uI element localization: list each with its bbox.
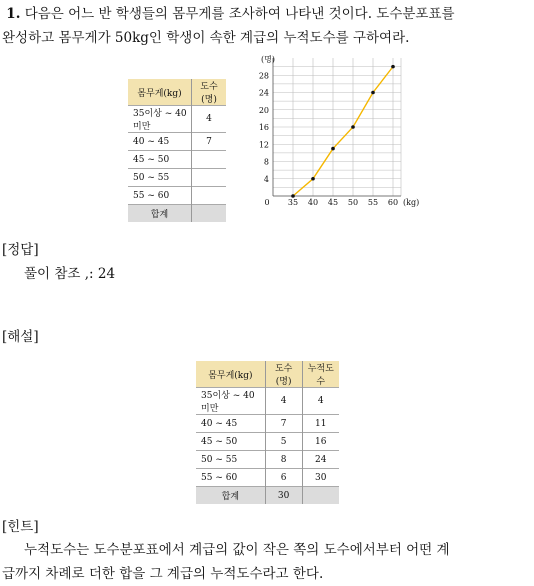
hint-heading: [힌트] bbox=[2, 519, 39, 535]
cumulative-cell: 16 bbox=[302, 433, 339, 451]
x-tick-label: 55 bbox=[367, 198, 379, 207]
x-tick-label: 40 bbox=[307, 198, 319, 207]
frequency-cell: 6 bbox=[265, 469, 302, 487]
cumulative-cell: 11 bbox=[302, 415, 339, 433]
class-cell: 35이상 ~ 40미만 bbox=[128, 106, 191, 133]
table-row bbox=[128, 169, 226, 187]
column-header: 누적도수 bbox=[302, 361, 339, 388]
y-tick-label: 20 bbox=[258, 105, 269, 115]
frequency-cell bbox=[191, 169, 226, 187]
problem-line-1: 다음은 어느 반 학생들의 몸무게를 조사하여 나타낸 것이다. 도수분포표를 bbox=[24, 6, 455, 22]
frequency-cell bbox=[191, 187, 226, 205]
frequency-table bbox=[128, 79, 226, 222]
data-point bbox=[351, 125, 355, 129]
data-point bbox=[291, 194, 295, 198]
data-point bbox=[371, 91, 375, 95]
frequency-cell: 4 bbox=[265, 388, 302, 415]
answer-text: 풀이 참조 ,: 24 bbox=[24, 266, 116, 282]
cumulative-frequency-graph bbox=[255, 52, 420, 212]
cumulative-cell: 4 bbox=[302, 388, 339, 415]
frequency-cell: 5 bbox=[265, 433, 302, 451]
y-tick-label: 4 bbox=[263, 174, 269, 184]
class-cell: 40 ~ 45 bbox=[196, 415, 265, 433]
x-tick-label: 45 bbox=[327, 198, 339, 207]
y-tick-label: 12 bbox=[258, 140, 269, 150]
class-cell: 40 ~ 45 bbox=[128, 133, 191, 151]
data-point bbox=[331, 147, 335, 151]
hint-line-2: 급까지 차례로 더한 합을 그 계급의 누적도수라고 한다. bbox=[2, 566, 324, 582]
answer-heading: [정답] bbox=[2, 242, 39, 258]
class-cell: 45 ~ 50 bbox=[128, 151, 191, 169]
x-tick-label: 0 bbox=[264, 198, 270, 207]
total-value: 30 bbox=[265, 487, 302, 505]
frequency-cell bbox=[191, 151, 226, 169]
y-tick-label: 16 bbox=[258, 123, 269, 132]
hint-line-1: 누적도수는 도수분포표에서 계급의 값이 작은 쪽의 도수에서부터 어떤 계 bbox=[24, 542, 450, 558]
table-row bbox=[128, 151, 226, 169]
problem-number: 1. bbox=[6, 6, 21, 22]
class-cell: 50 ~ 55 bbox=[128, 169, 191, 187]
table-header-row bbox=[196, 361, 339, 388]
class-cell: 50 ~ 55 bbox=[196, 451, 265, 469]
table-row bbox=[196, 469, 339, 487]
column-header: 몸무게(kg) bbox=[128, 79, 191, 106]
table-header-row bbox=[128, 79, 226, 106]
y-axis-label: (명) bbox=[261, 55, 275, 64]
table-row bbox=[128, 187, 226, 205]
x-axis-label: (kg) bbox=[403, 198, 420, 207]
table-row bbox=[128, 106, 226, 133]
column-header: 도수(명) bbox=[265, 361, 302, 388]
y-tick-label: 24 bbox=[258, 88, 269, 98]
problem-line-2: 완성하고 몸무게가 50kg인 학생이 속한 계급의 누적도수를 구하여라. bbox=[2, 30, 410, 46]
frequency-cell: 8 bbox=[265, 451, 302, 469]
problem-statement bbox=[2, 2, 532, 50]
total-label: 합계 bbox=[128, 205, 191, 223]
hint-text bbox=[2, 538, 532, 586]
class-cell: 55 ~ 60 bbox=[128, 187, 191, 205]
class-cell: 35이상 ~ 40미만 bbox=[196, 388, 265, 415]
column-header: 몸무게(kg) bbox=[196, 361, 265, 388]
frequency-cell: 7 bbox=[265, 415, 302, 433]
cumulative-frequency-table bbox=[196, 361, 339, 504]
series-line bbox=[293, 67, 393, 196]
x-tick-label: 35 bbox=[287, 198, 299, 207]
table-row bbox=[128, 133, 226, 151]
class-cell: 45 ~ 50 bbox=[196, 433, 265, 451]
y-tick-label: 28 bbox=[258, 71, 269, 81]
data-point bbox=[311, 177, 315, 181]
table-row bbox=[196, 433, 339, 451]
total-value bbox=[191, 205, 226, 223]
total-extra bbox=[302, 487, 339, 505]
total-row bbox=[128, 205, 226, 223]
cumulative-cell: 30 bbox=[302, 469, 339, 487]
cumulative-cell: 24 bbox=[302, 451, 339, 469]
column-header: 도수(명) bbox=[191, 79, 226, 106]
frequency-cell: 4 bbox=[191, 106, 226, 133]
x-tick-label: 50 bbox=[347, 198, 359, 207]
data-point bbox=[391, 65, 395, 69]
table-row bbox=[196, 415, 339, 433]
class-cell: 55 ~ 60 bbox=[196, 469, 265, 487]
y-tick-label: 8 bbox=[263, 157, 269, 167]
explanation-heading: [해설] bbox=[2, 329, 39, 345]
table-row bbox=[196, 388, 339, 415]
x-tick-label: 60 bbox=[387, 198, 399, 207]
total-label: 합계 bbox=[196, 487, 265, 505]
frequency-cell: 7 bbox=[191, 133, 226, 151]
table-row bbox=[196, 451, 339, 469]
total-row bbox=[196, 487, 339, 505]
